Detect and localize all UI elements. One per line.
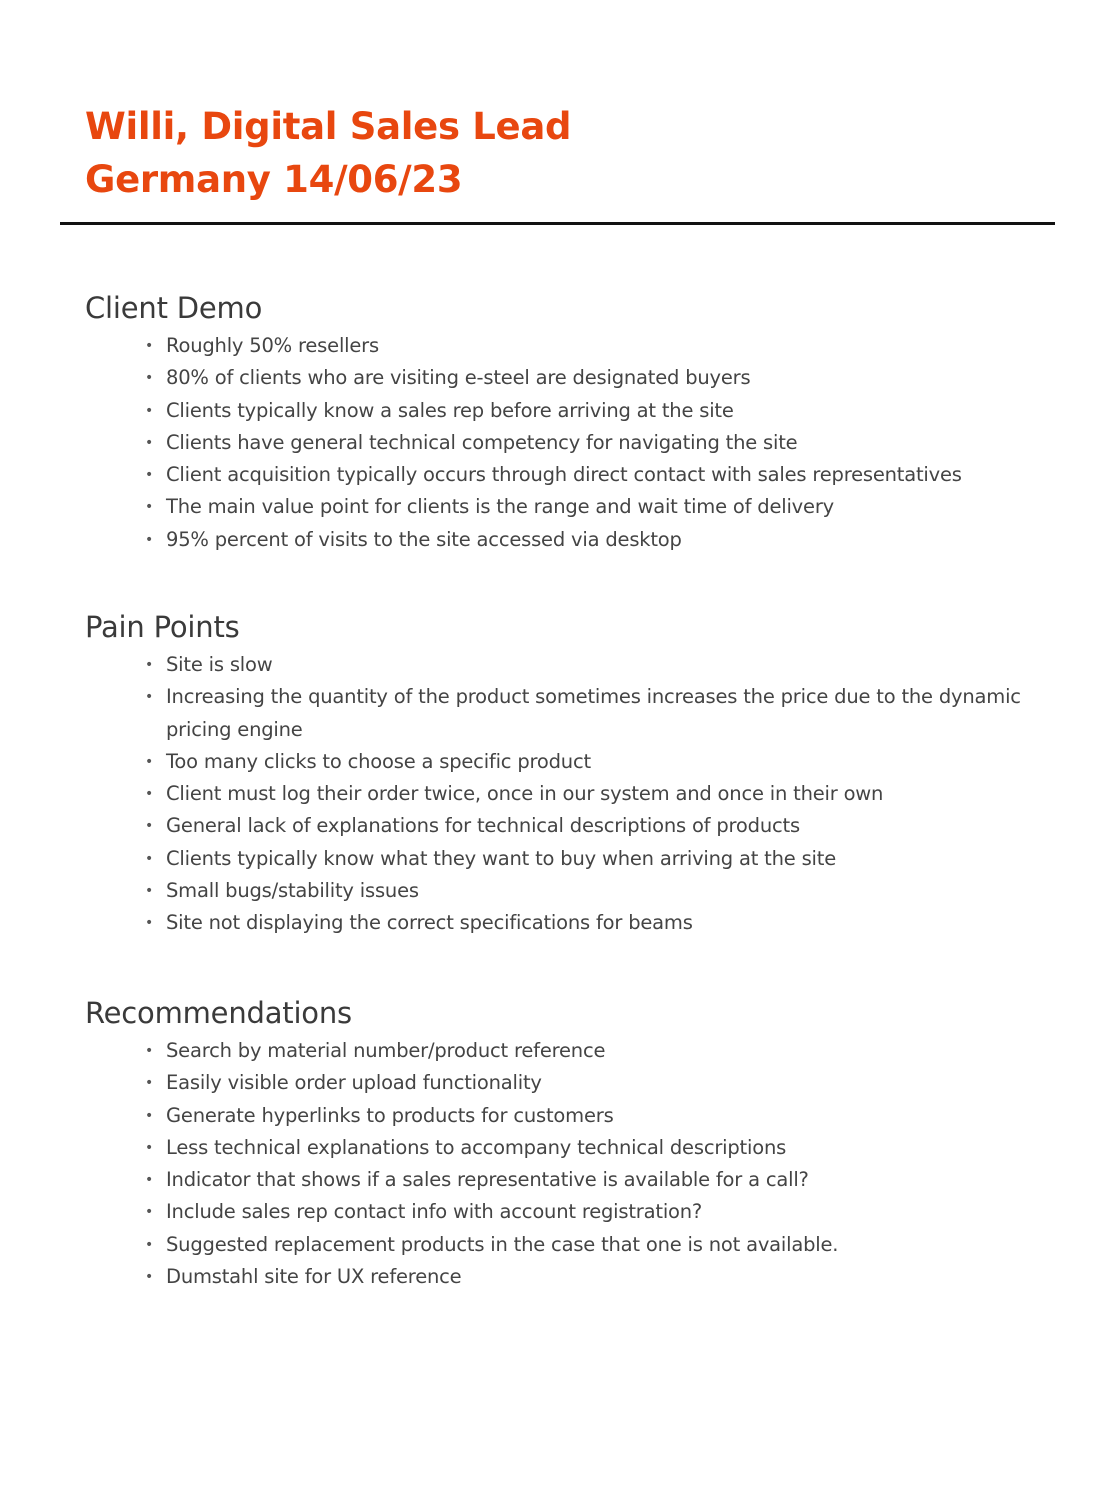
list-item: • Client acquisition typically occurs through direct contact with sales representatives xyxy=(166,459,1075,491)
list-item: • Small bugs/stability issues xyxy=(166,875,1075,907)
list-item: • Site not displaying the correct specifications for beams xyxy=(166,907,1075,939)
page-title xyxy=(85,100,571,206)
pain-points-section xyxy=(85,609,1075,940)
list-item: • Easily visible order upload functionality xyxy=(166,1067,1075,1099)
list-item: • Roughly 50% resellers xyxy=(166,330,1075,362)
list-item: • Increasing the quantity of the product sometimes increases the price due to the dynamic pricing engine xyxy=(166,681,1075,746)
list-item: • Clients have general technical competency for navigating the site xyxy=(166,427,1075,459)
header-divider xyxy=(60,222,1055,225)
list-item: • Include sales rep contact info with account registration? xyxy=(166,1196,1075,1228)
page-title-line-2: Germany 14/06/23 xyxy=(85,158,463,201)
list-item: • Indicator that shows if a sales representative is available for a call? xyxy=(166,1164,1075,1196)
list-item: • Dumstahl site for UX reference xyxy=(166,1261,1075,1293)
pain-points-list xyxy=(85,649,1075,940)
list-item: • 95% percent of visits to the site accessed via desktop xyxy=(166,524,1075,556)
section-heading: Pain Points xyxy=(85,610,240,644)
list-item: • Too many clicks to choose a specific product xyxy=(166,746,1075,778)
page-title-line-1: Willi, Digital Sales Lead xyxy=(85,105,572,148)
list-item: • General lack of explanations for technical descriptions of products xyxy=(166,810,1075,842)
client-demo-section xyxy=(85,290,1075,556)
list-item: • Generate hyperlinks to products for customers xyxy=(166,1100,1075,1132)
list-item: • 80% of clients who are visiting e-steel are designated buyers xyxy=(166,362,1075,394)
list-item: • Search by material number/product reference xyxy=(166,1035,1075,1067)
section-heading: Recommendations xyxy=(85,996,352,1030)
section-heading: Client Demo xyxy=(85,291,263,325)
client-demo-list xyxy=(85,330,1075,556)
list-item: • Client must log their order twice, once in our system and once in their own xyxy=(166,778,1075,810)
list-item: • Suggested replacement products in the case that one is not available. xyxy=(166,1229,1075,1261)
list-item: • Site is slow xyxy=(166,649,1075,681)
list-item: • Clients typically know a sales rep before arriving at the site xyxy=(166,395,1075,427)
list-item: • The main value point for clients is the range and wait time of delivery xyxy=(166,491,1075,523)
recommendations-section xyxy=(85,995,1075,1293)
list-item: • Clients typically know what they want to buy when arriving at the site xyxy=(166,843,1075,875)
recommendations-list xyxy=(85,1035,1075,1293)
list-item: • Less technical explanations to accompany technical descriptions xyxy=(166,1132,1075,1164)
